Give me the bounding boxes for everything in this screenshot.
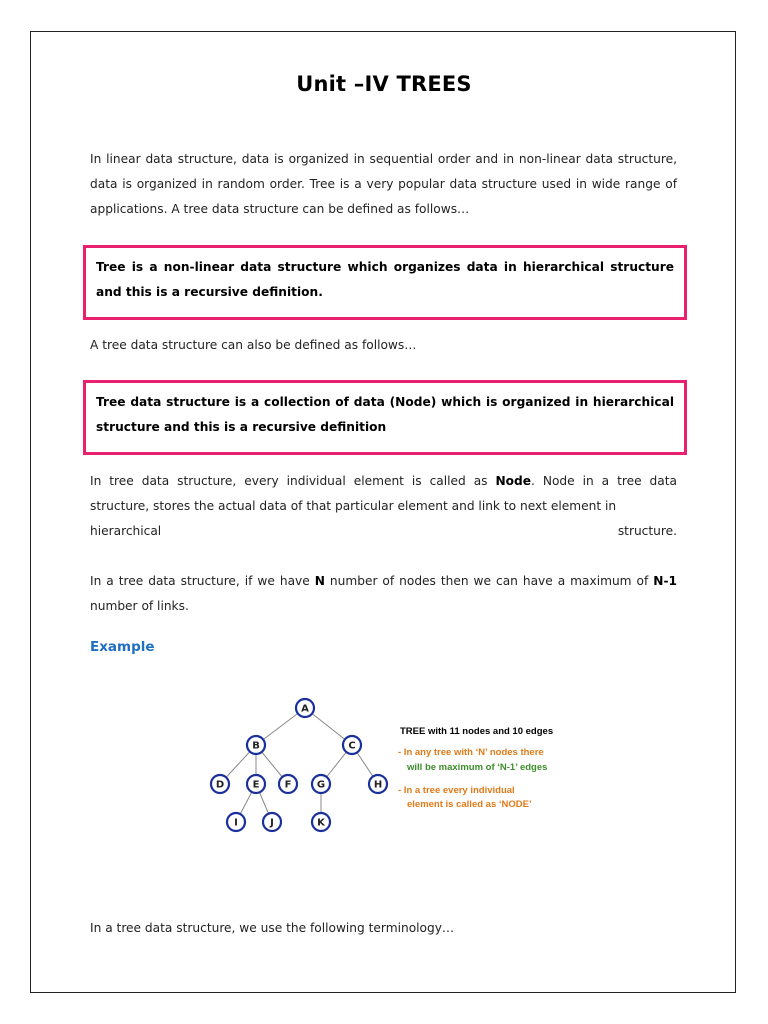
links-para-bold-n1: N-1 <box>653 574 677 588</box>
tree-note-1-line-1: - In any tree with ‘N’ nodes there <box>398 747 544 758</box>
tree-note-2-line-1: - In a tree every individual <box>398 785 515 796</box>
tree-note-1-line-2: will be maximum of ‘N-1’ edges <box>407 762 548 773</box>
tree-node-c <box>343 736 361 754</box>
node-para-part2: . Node in a tree data structure, stores the actual data of that particular element and link to next element in <box>90 474 677 513</box>
tree-node-f <box>279 775 297 793</box>
tree-node-h <box>369 775 387 793</box>
tree-node-label: D <box>215 779 225 791</box>
tree-node-label: J <box>270 817 274 829</box>
node-para-left-word: hierarchical <box>90 524 162 538</box>
node-paragraph <box>90 469 677 544</box>
tree-node-label: B <box>252 740 260 752</box>
tree-node-label: H <box>373 779 383 791</box>
tree-node-label: K <box>317 817 325 829</box>
tree-node-label: F <box>284 779 292 791</box>
tree-node-e <box>247 775 265 793</box>
also-defined-paragraph: A tree data structure can also be defined as follows… <box>90 338 417 352</box>
page-title: Unit –IV TREES <box>296 72 472 96</box>
tree-node-d <box>211 775 229 793</box>
tree-notes-title: TREE with 11 nodes and 10 edges <box>400 726 554 737</box>
links-paragraph <box>90 569 677 619</box>
tree-node-label: A <box>301 703 309 715</box>
tree-node-k <box>312 813 330 831</box>
example-heading: Example <box>90 639 155 655</box>
node-para-last-line <box>90 519 677 544</box>
tree-node-label: I <box>234 817 238 829</box>
tree-node-g <box>312 775 330 793</box>
links-para-part2: number of nodes then we can have a maximum of <box>324 574 654 588</box>
node-para-part1: In tree data structure, every individual element is called as <box>90 474 496 488</box>
definition-2-text: Tree data structure is a collection of data (Node) which is organized in hierarchical structure and this is a recursive definition <box>96 395 674 434</box>
tree-node-i <box>227 813 245 831</box>
node-para-bold: Node <box>495 474 532 488</box>
tree-diagram <box>200 690 580 840</box>
tree-node-label: C <box>348 740 356 752</box>
terminology-paragraph: In a tree data structure, we use the following terminology… <box>90 921 455 935</box>
node-para-right-word: structure. <box>617 524 677 538</box>
links-para-bold-n: N <box>314 574 325 588</box>
tree-node-label: G <box>316 779 326 791</box>
definition-1-text: Tree is a non-linear data structure which organizes data in hierarchical structure and this is a recursive definition. <box>96 260 674 299</box>
links-para-part1: In a tree data structure, if we have <box>90 574 315 588</box>
definition-box-1 <box>83 245 687 320</box>
tree-node-a <box>296 699 314 717</box>
definition-box-2 <box>83 380 687 455</box>
tree-node-j <box>263 813 281 831</box>
intro-paragraph: In linear data structure, data is organized in sequential order and in non-linear data structure, data is organized in random order. Tree is a very popular data structure used in wide range of applications. A tree data structure can be defined as follows… <box>90 152 677 216</box>
tree-node-label: E <box>252 779 260 791</box>
tree-node-b <box>247 736 265 754</box>
links-para-part3: number of links. <box>90 599 189 613</box>
tree-edges <box>220 708 378 822</box>
tree-note-2-line-2: element is called as ‘NODE’ <box>407 799 532 810</box>
